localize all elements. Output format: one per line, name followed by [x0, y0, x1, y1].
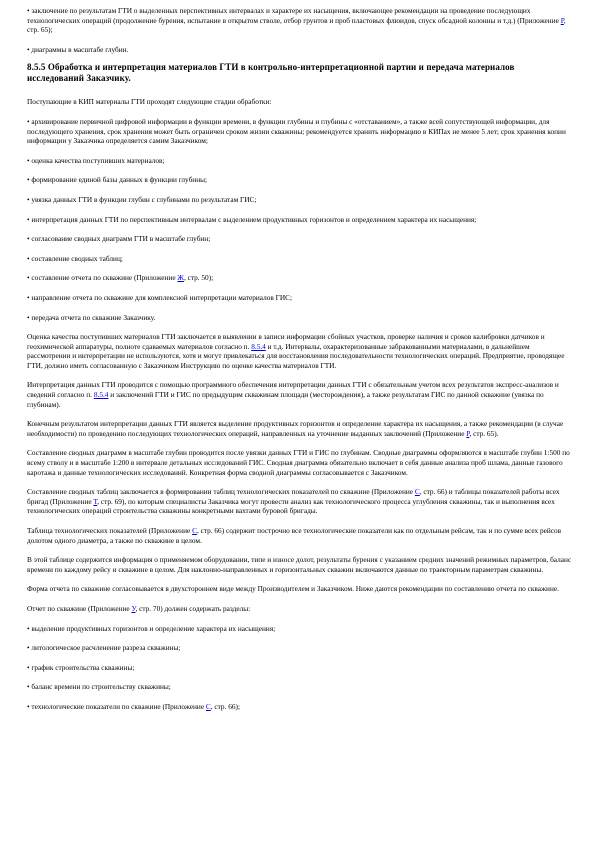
diagram-approval-bullet: • согласование сводных диаграмм ГТИ в масштабе глубин;	[27, 234, 211, 244]
section-heading: 8.5.5 Обработка и интерпретация материалов ГТИ в контрольно-интерпретационной партии и передача материалов исследований Заказчику.	[27, 62, 515, 84]
paragraph-text: , стр. 66) и таблицы показателей работы всех бригад (Приложение	[27, 487, 560, 506]
report-form-paragraph: Форма отчета по скважине согласовывается в двухстороннем виде между Производителем и Заказчиком. Ниже даются рекомендации по составлению отчета по скважине.	[27, 584, 559, 594]
appendix-t-link[interactable]: Т	[93, 496, 98, 506]
paragraph-text: Оценка качества поступивших материалов ГТИ заключается в выявлении в записи информации сбойных участков, проверке наличия и сроков калибровки датчиков и геохимической аппаратуры, полноте сдаваемых материалов согласно п.	[27, 332, 545, 351]
table-contents-paragraph: В этой таблице содержится информация о применяемом оборудовании, типе и износе долот, результаты бурения с указанием средних значений режимных параметров, баланс времени по каждому рейсу и скважине в целом. Для наклонно-направленных и горизонтальных скважин включаются данные по траекторным параметрам скважины.	[27, 555, 572, 574]
database-bullet: • формирование единой базы данных в функции глубины;	[27, 175, 208, 185]
quality-assessment-paragraph	[27, 332, 572, 370]
report-routing-bullet: • направление отчета по скважине для комплексной интерпретации материалов ГИС;	[27, 292, 293, 302]
appendix-s-link[interactable]: С	[192, 526, 197, 535]
paragraph-text: и т.д. Интервалы, охарактеризованные забракованными материалами, в дальнейшем рассмотрении и интерпретации не используются, хотя и могут привлекаться для восстановления последовательности технологических операций. Предприятие, проводящее ГТИ, должно иметь согласованную с Заказчиком Инструкцию по оценке качества материалов ГТИ.	[27, 341, 565, 370]
report-sections-paragraph	[27, 604, 572, 614]
interpretation-bullet: • интерпретация данных ГТИ по перспективным интервалам с выделением продуктивных горизонтов и определением характера их насыщения;	[27, 214, 477, 224]
diagrams-paragraph: Составление сводных диаграмм в масштабе глубин проводится после увязки данных ГТИ и ГИС по глубинам. Сводные диаграммы оформляются в масштабе глубин 1:500 по всему стволу и в масштабе 1:200 в интервале детальных исследований ГИС. Сводная диаграмма обязательно включает в себя данные анализа проб шлама, данные газового каротажа и данные технологических исследований. Конкретная форма сводной диаграммы согласовывается с Заказчиком.	[27, 448, 570, 477]
productive-horizons-bullet: • выделение продуктивных горизонтов и определение характера их насыщения;	[27, 623, 276, 633]
tables-bullet: • составление сводных таблиц;	[27, 253, 123, 263]
appendix-r-link[interactable]: Р	[560, 15, 564, 25]
paragraph-text: • заключение по результатам ГТИ о выделенных перспективных интервалах и характере их насыщения, включающее рекомендации на проведение последующих технологических операций (продолжение бурения, испытание в открытом стволе, отбор грунтов и проб пластовых флюидов, спуск обсадной колонны и т.д.) (Приложение	[27, 6, 561, 25]
tech-table-paragraph	[27, 526, 572, 545]
tech-indicators-bullet	[27, 702, 572, 712]
paragraph-text: , стр. 50);	[183, 273, 214, 283]
report-transfer-bullet: • передача отчета по скважине Заказчику.	[27, 312, 156, 322]
paragraph-text: Таблица технологических показателей (Приложение	[27, 526, 193, 535]
paragraph-text: Конечным результатом интерпретации данных ГТИ является выделение продуктивных горизонтов и определение характера их насыщения, а также рекомендации (в случае необходимости) по проведению последующих технологических операций, направленных на уточнение выданных заключений (Приложение	[27, 419, 564, 438]
section-8-5-4-link[interactable]: 8.5.4	[251, 341, 266, 351]
section-8-5-4-link[interactable]: 8.5.4	[93, 390, 109, 400]
paragraph-text: , стр. 66);	[210, 701, 240, 711]
paragraph-text: , стр. 65);	[27, 15, 566, 35]
paragraph-text: , стр. 70) должен содержать разделы:	[135, 603, 251, 613]
paragraph-text: , стр. 69), по которым специалисты Заказчика могут провести анализ как технологического процесса углубления скважины, так и выполнения всех технологических операций строительства скважины конкретными вахтами буровой бригады.	[27, 496, 555, 516]
paragraph-text: Отчет по скважине (Приложение	[27, 603, 132, 613]
time-balance-bullet: • баланс времени по строительству скважины;	[27, 682, 171, 692]
paragraph-text: • составление отчета по скважине (Приложение	[27, 273, 178, 283]
paragraph-text: , стр. 66) содержит построчно все технологические показатели как по отдельным рейсам, так и по сумме всех рейсов долотом одного диаметра, а также по скважине в целом.	[27, 526, 562, 545]
quality-bullet: • оценка качества поступивших материалов;	[27, 155, 165, 165]
interpretation-paragraph	[27, 380, 572, 409]
depth-tie-bullet: • увязка данных ГТИ в функции глубин с глубинами по результатам ГИС;	[27, 194, 257, 204]
intro-paragraph: Поступающие в КИП материалы ГТИ проходят следующие стадии обработки:	[27, 97, 272, 107]
paragraph-text: , стр. 65).	[469, 428, 499, 438]
conclusion-bullet	[27, 6, 572, 35]
paragraph-text: и заключений ГТИ и ГИС по предыдущим скважинам площади (месторождения), а также результатам ГИС по данной скважине (увязка по глубинам).	[27, 390, 544, 409]
paragraph-text: Составление сводных таблиц заключается в формировании таблиц технологических показателей по скважине (Приложение	[27, 487, 415, 497]
paragraph-text: • технологические показатели по скважине (Приложение	[27, 701, 206, 711]
appendix-s-link[interactable]: С	[205, 701, 211, 711]
report-bullet	[27, 273, 572, 283]
diagrams-bullet: • диаграммы в масштабе глубин.	[27, 44, 129, 54]
lithology-bullet: • литологическое расчленение разреза скважины;	[27, 643, 181, 653]
archive-bullet: • архивирование первичной цифровой информации в функции времени, в функции глубины и глубины с «отставанием», а также всей сопутствующей информации, для последующего хранения, срок хранения может быть ограничен сроком жизни скважины; рекомендуется хранить информацию в КИПах не менее 5 лет; срок хранения копии информации у Заказчика определяется самим Заказчиком;	[27, 116, 566, 146]
appendix-r-link[interactable]: Р	[466, 428, 470, 438]
result-paragraph	[27, 419, 572, 438]
construction-schedule-bullet: • график строительства скважины;	[27, 662, 135, 672]
appendix-zh-link[interactable]: Ж	[177, 273, 184, 283]
appendix-s-link[interactable]: С	[414, 487, 420, 497]
paragraph-text: Интерпретация данных ГТИ проводится с помощью программного обеспечения интерпретации данных ГТИ с обязательным учетом всех результатов экспресс-анализов и сведений согласно п.	[27, 380, 559, 400]
document-page	[27, 6, 572, 722]
summary-tables-paragraph	[27, 487, 572, 516]
appendix-u-link[interactable]: У	[131, 603, 136, 613]
